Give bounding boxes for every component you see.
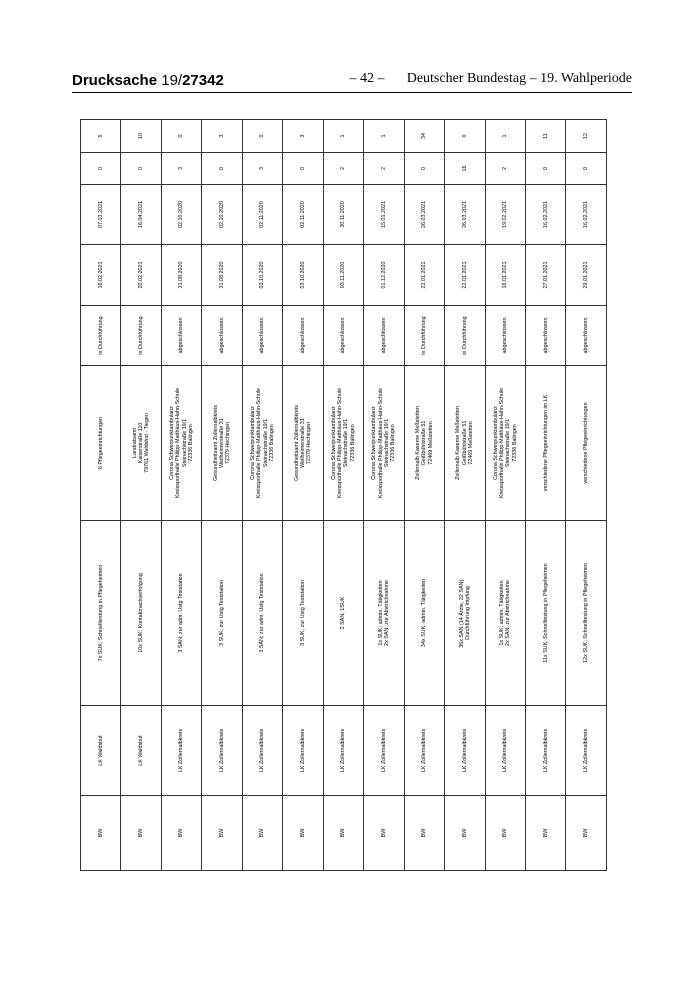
- task-cell: [323, 521, 363, 706]
- location-line: 72336 Balingen: [187, 424, 194, 462]
- location-line: Gesundheitsamt Zollernalbkreis: [293, 405, 300, 481]
- table-row: [445, 120, 485, 871]
- location-cell: [202, 366, 242, 521]
- location-line: 72336 Balingen: [349, 424, 356, 462]
- task-cell: [81, 521, 121, 706]
- status-cell: in Durchführung: [81, 306, 121, 366]
- parliament-label: Deutscher Bundestag – 19. Wahlperiode: [406, 71, 632, 86]
- location-line: Kreissporthalle Philipp-Matthäus-Hahn-Schule: [498, 387, 505, 499]
- location-line: Kreissporthalle Philipp-Matthäus-Hahn-Schule: [337, 387, 344, 499]
- task-cell: [445, 521, 485, 706]
- table-row: [161, 120, 201, 871]
- status-cell: in Durchführung: [445, 306, 485, 366]
- location-line: Geißbühlstraße 51: [421, 420, 428, 466]
- task-cell: [525, 521, 565, 706]
- land-cell: BW: [485, 796, 525, 871]
- count-b-cell: 5: [81, 120, 121, 153]
- location-line: Zollernalb Kaserne Meßstetten: [414, 406, 421, 480]
- count-a-cell: 2: [485, 153, 525, 185]
- count-a-cell: 0: [121, 153, 161, 185]
- location-line: 72469 Meßstetten: [467, 421, 474, 465]
- table-row: [485, 120, 525, 871]
- count-a-cell: 2: [323, 153, 363, 185]
- start-date-cell: 16.01.2021: [485, 245, 525, 306]
- count-a-cell: 0: [404, 153, 444, 185]
- end-date-cell: 26.03.2021: [445, 185, 485, 245]
- task-line: 3 SAN; zur adm. Ustg Teststation: [259, 573, 266, 653]
- status-cell: abgeschlossen: [202, 306, 242, 366]
- task-cell: [242, 521, 282, 706]
- count-b-cell: 1: [323, 120, 363, 153]
- land-cell: BW: [364, 796, 404, 871]
- count-a-cell: 0: [566, 153, 607, 185]
- table-row: [202, 120, 242, 871]
- status-cell: in Durchführung: [121, 306, 161, 366]
- count-a-cell: 16: [445, 153, 485, 185]
- location-line: Corona Schwerpunktambulanz: [492, 406, 499, 480]
- location-line: Weilheimerstraße 31: [218, 418, 225, 468]
- location-cell: [283, 366, 323, 521]
- district-cell: LK Waldshut: [121, 706, 161, 796]
- task-cell: [161, 521, 201, 706]
- location-line: Kreissporthalle Philipp-Matthäus-Hahn-Schule: [377, 387, 384, 499]
- end-date-cell: 15.01.2021: [364, 185, 404, 245]
- status-cell: abgeschlossen: [161, 306, 201, 366]
- land-cell: BW: [566, 796, 607, 871]
- task-cell: [566, 521, 607, 706]
- status-cell: abgeschlossen: [364, 306, 404, 366]
- district-cell: LK Zollernalbkreis: [566, 706, 607, 796]
- task-line: 1x SUK; admin. Tätigkeiten: [498, 580, 505, 646]
- end-date-cell: 16.02.2021: [525, 185, 565, 245]
- location-line: Steinachstraße 19/1: [505, 418, 512, 468]
- location-cell: [445, 366, 485, 521]
- location-line: Kaiserstraße 110: [138, 422, 145, 464]
- table-container: [80, 120, 607, 871]
- location-line: Corona Schwerpunktambulanz: [169, 406, 176, 480]
- end-date-cell: 16.02.2021: [566, 185, 607, 245]
- task-line: 36x SAN (14 Ärzte, 22 SAN);: [458, 578, 465, 648]
- task-line: 3 SUK; zur Ustg Teststation: [218, 580, 225, 646]
- location-line: 72469 Meßstetten: [427, 421, 434, 465]
- location-line: 79761 Waldshut - Tiegen: [144, 413, 151, 473]
- count-a-cell: 3: [242, 153, 282, 185]
- location-line: Corona Schwerpunktambulanz: [330, 406, 337, 480]
- location-line: Geißbühlstraße 51: [461, 420, 468, 466]
- count-b-cell: 0: [445, 120, 485, 153]
- location-line: Weilheimerstraße 31: [299, 418, 306, 468]
- end-date-cell: 19.02.2021: [485, 185, 525, 245]
- location-cell: [81, 366, 121, 521]
- status-cell: in Durchführung: [404, 306, 444, 366]
- status-cell: abgeschlossen: [323, 306, 363, 366]
- location-line: verschiedene Pflegeeinrichtungen im LK: [542, 394, 549, 492]
- task-line: 12x SUK; Schnelltestung in Pflegeheimen: [583, 563, 590, 663]
- land-cell: BW: [121, 796, 161, 871]
- location-line: Landratsamt: [131, 428, 138, 458]
- location-line: 72336 Balingen: [390, 424, 397, 462]
- task-line: 34x SUK; admin. Tätigkeiten: [421, 578, 428, 648]
- task-line: 1x SUK; admin. Tätigkeiten: [377, 580, 384, 646]
- count-b-cell: 0: [242, 120, 282, 153]
- count-b-cell: 1: [485, 120, 525, 153]
- location-line: 72336 Balingen: [511, 424, 518, 462]
- count-b-cell: 12: [566, 120, 607, 153]
- end-date-cell: 07.03.2021: [81, 185, 121, 245]
- count-b-cell: 1: [364, 120, 404, 153]
- district-cell: LK Zollernalbkreis: [202, 706, 242, 796]
- location-cell: [404, 366, 444, 521]
- location-line: Kreissporthalle Philipp-Matthäus-Hahn-Schule: [256, 387, 263, 499]
- district-cell: LK Zollernalbkreis: [283, 706, 323, 796]
- location-cell: [121, 366, 161, 521]
- district-cell: LK Zollernalbkreis: [161, 706, 201, 796]
- task-line: 3 SUK; zur Ustg Teststation: [299, 580, 306, 646]
- location-cell: [364, 366, 404, 521]
- task-cell: [485, 521, 525, 706]
- land-cell: BW: [404, 796, 444, 871]
- land-cell: BW: [202, 796, 242, 871]
- count-a-cell: 0: [525, 153, 565, 185]
- table-row: [283, 120, 323, 871]
- deployment-table: [80, 119, 607, 871]
- location-cell: [525, 366, 565, 521]
- count-a-cell: 2: [364, 153, 404, 185]
- count-a-cell: 0: [202, 153, 242, 185]
- task-cell: [283, 521, 323, 706]
- district-cell: LK Zollernalbkreis: [242, 706, 282, 796]
- status-cell: abgeschlossen: [485, 306, 525, 366]
- task-line: 3 SAN; zur adm. Ustg Teststation: [178, 573, 185, 653]
- location-cell: [242, 366, 282, 521]
- start-date-cell: 20.02.2021: [121, 245, 161, 306]
- end-date-cell: 02.11.2020: [242, 185, 282, 245]
- task-cell: [202, 521, 242, 706]
- land-cell: BW: [323, 796, 363, 871]
- count-a-cell: 3: [161, 153, 201, 185]
- task-line: 11x SUK; Schnelltestung in Pflegeheimen: [542, 563, 549, 663]
- location-line: Zollernalb Kaserne Meßstetten: [455, 406, 462, 480]
- status-cell: abgeschlossen: [283, 306, 323, 366]
- task-line: 2x SAN; zur Abstrichnahme: [383, 580, 390, 646]
- table-row: [323, 120, 363, 871]
- location-line: 72336 Balingen: [268, 424, 275, 462]
- table-row: [242, 120, 282, 871]
- task-line: 2 SAN; 1SUK: [340, 596, 347, 630]
- start-date-cell: 22.01.2021: [445, 245, 485, 306]
- status-cell: abgeschlossen: [525, 306, 565, 366]
- location-line: Steinachstraße 19/1: [262, 418, 269, 468]
- district-cell: LK Zollernalbkreis: [485, 706, 525, 796]
- land-cell: BW: [283, 796, 323, 871]
- location-line: Steinachstraße 19/1: [181, 418, 188, 468]
- land-cell: BW: [242, 796, 282, 871]
- location-line: Corona Schwerpunktambulanz: [249, 406, 256, 480]
- land-cell: BW: [525, 796, 565, 871]
- location-line: verschiedene Pflegeeinrichtungen: [583, 402, 590, 484]
- start-date-cell: 27.01.2021: [525, 245, 565, 306]
- location-line: Corona Schwerpunktambulanz: [371, 406, 378, 480]
- count-b-cell: 3: [283, 120, 323, 153]
- district-cell: LK Zollernalbkreis: [445, 706, 485, 796]
- table-row: [121, 120, 161, 871]
- land-cell: BW: [445, 796, 485, 871]
- count-b-cell: 3: [202, 120, 242, 153]
- start-date-cell: 01.12.2020: [364, 245, 404, 306]
- task-line: Durchführung Impfung: [464, 586, 471, 640]
- page-number: – 42 –: [349, 71, 385, 86]
- start-date-cell: 03.10.2020: [283, 245, 323, 306]
- task-cell: [404, 521, 444, 706]
- land-cell: BW: [161, 796, 201, 871]
- end-date-cell: 02.10.2020: [161, 185, 201, 245]
- end-date-cell: 26.03.2021: [404, 185, 444, 245]
- district-cell: LK Zollernalbkreis: [525, 706, 565, 796]
- location-line: 72379 Hechingen: [225, 421, 232, 465]
- task-line: 2x SAN; zur Abstrichnahme: [505, 580, 512, 646]
- location-cell: [161, 366, 201, 521]
- district-cell: LK Zollernalbkreis: [323, 706, 363, 796]
- start-date-cell: 31.08.2020: [161, 245, 201, 306]
- count-b-cell: 34: [404, 120, 444, 153]
- table-row: [81, 120, 121, 871]
- status-cell: abgeschlossen: [242, 306, 282, 366]
- location-line: Kreissporthalle Philipp-Matthäus-Hahn-Schule: [175, 387, 182, 499]
- task-cell: [364, 521, 404, 706]
- location-line: 72379 Hechingen: [306, 421, 313, 465]
- end-date-cell: 02.10.2020: [202, 185, 242, 245]
- table-row: [525, 120, 565, 871]
- count-a-cell: 0: [81, 153, 121, 185]
- task-line: 10x SUK; Kontaktnachverfolgung: [138, 573, 145, 653]
- location-cell: [566, 366, 607, 521]
- location-line: Gesundheitsamt Zollernalbkreis: [212, 405, 219, 481]
- location-cell: [485, 366, 525, 521]
- start-date-cell: 22.01.2021: [404, 245, 444, 306]
- count-b-cell: 11: [525, 120, 565, 153]
- end-date-cell: 30.11.2020: [323, 185, 363, 245]
- end-date-cell: 16.04.2021: [121, 185, 161, 245]
- task-cell: [121, 521, 161, 706]
- location-line: Steinachstraße 19/1: [343, 418, 350, 468]
- start-date-cell: 03.11.2020: [323, 245, 363, 306]
- start-date-cell: 16.02.2021: [81, 245, 121, 306]
- count-a-cell: 0: [283, 153, 323, 185]
- count-b-cell: 0: [161, 120, 201, 153]
- table-row: [364, 120, 404, 871]
- district-cell: LK Zollernalbkreis: [404, 706, 444, 796]
- status-cell: abgeschlossen: [566, 306, 607, 366]
- district-cell: LK Zollernalbkreis: [364, 706, 404, 796]
- start-date-cell: 31.08.2020: [202, 245, 242, 306]
- page-header: [72, 70, 632, 93]
- location-line: Steinachstraße 19/1: [383, 418, 390, 468]
- end-date-cell: 02.11.2020: [283, 185, 323, 245]
- table-row: [404, 120, 444, 871]
- count-b-cell: 10: [121, 120, 161, 153]
- table-row: [566, 120, 607, 871]
- start-date-cell: 29.01.2021: [566, 245, 607, 306]
- drucksache-label: Drucksache 19/27342: [72, 72, 224, 89]
- start-date-cell: 03.10.2020: [242, 245, 282, 306]
- task-line: 7x SUK; Schnelltestung in Pflegeheimen: [97, 564, 104, 662]
- land-cell: BW: [81, 796, 121, 871]
- district-cell: LK Waldshut: [81, 706, 121, 796]
- location-cell: [323, 366, 363, 521]
- location-line: 6 Pflegeeinrichtungen: [97, 416, 104, 470]
